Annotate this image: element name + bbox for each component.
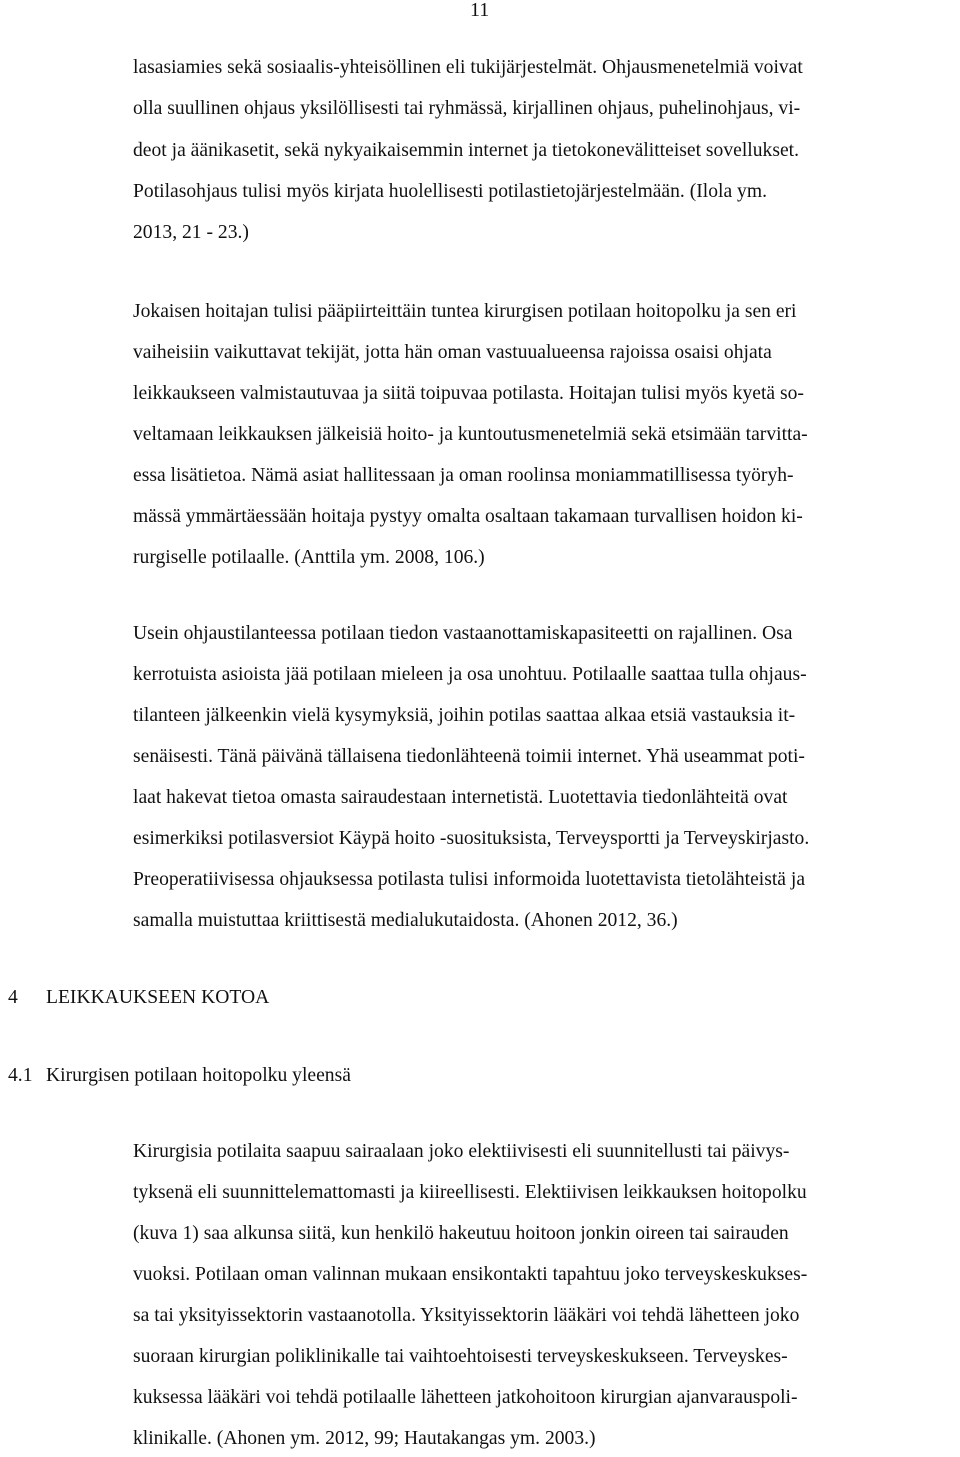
text-line: leikkaukseen valmistautuvaa ja siitä toipuvaa potilasta. Hoitajan tulisi myös kyetä so- bbox=[133, 383, 804, 404]
text-line: vuoksi. Potilaan oman valinnan mukaan ensikontakti tapahtuu joko terveyskeskukses- bbox=[133, 1264, 808, 1285]
text-line: esimerkiksi potilasversiot Käypä hoito -suosituksista, Terveysportti ja Terveyskirjasto. bbox=[133, 828, 810, 849]
text-line: olla suullinen ohjaus yksilöllisesti tai ryhmässä, kirjallinen ohjaus, puhelinohjaus, vi- bbox=[133, 98, 801, 119]
text-line: samalla muistuttaa kriittisestä medialukutaidosta. (Ahonen 2012, 36.) bbox=[133, 910, 678, 931]
text-line: kuksessa lääkäri voi tehdä potilaalle lähetteen jatkohoitoon kirurgian ajanvarauspoli- bbox=[133, 1387, 798, 1408]
text-line: kerrotuista asioista jää potilaan mieleen ja osa unohtuu. Potilaalle saattaa tulla ohjaus- bbox=[133, 664, 807, 685]
text-line: mässä ymmärtäessään hoitaja pystyy omalta osaltaan takamaan turvallisen hoidon ki- bbox=[133, 506, 803, 527]
text-line: klinikalle. (Ahonen ym. 2012, 99; Hautakangas ym. 2003.) bbox=[133, 1428, 596, 1449]
text-line: deot ja äänikasetit, sekä nykyaikaisemmin internet ja tietokonevälitteiset sovellukset. bbox=[133, 140, 799, 161]
text-line: essa lisätietoa. Nämä asiat hallitessaan ja oman roolinsa moniammatillisessa työryh- bbox=[133, 465, 794, 486]
text-line: 2013, 21 - 23.) bbox=[133, 222, 249, 243]
text-line: rurgiselle potilaalle. (Anttila ym. 2008, 106.) bbox=[133, 547, 485, 568]
text-line: Potilasohjaus tulisi myös kirjata huolellisesti potilastietojärjestelmään. (Ilola ym. bbox=[133, 181, 767, 202]
text-line: sa tai yksityissektorin vastaanotolla. Yksityissektorin lääkäri voi tehdä lähetteen joko bbox=[133, 1305, 800, 1326]
text-line: senäisesti. Tänä päivänä tällaisena tiedonlähteenä toimii internet. Yhä useammat poti- bbox=[133, 746, 805, 767]
section-title: LEIKKAUKSEEN KOTOA bbox=[46, 987, 270, 1008]
text-line: Preoperatiivisessa ohjauksessa potilasta tulisi informoida luotettavista tietolähteistä ja bbox=[133, 869, 806, 890]
text-line: vaiheisiin vaikuttavat tekijät, jotta hän oman vastuualueensa rajoissa osaisi ohjata bbox=[133, 342, 772, 363]
text-line: lasasiamies sekä sosiaalis-yhteisöllinen eli tukijärjestelmät. Ohjausmenetelmiä voivat bbox=[133, 57, 803, 78]
text-line: Jokaisen hoitajan tulisi pääpiirteittäin tuntea kirurgisen potilaan hoitopolku ja sen eri bbox=[133, 301, 797, 322]
text-line: Usein ohjaustilanteessa potilaan tiedon vastaanottamiskapasiteetti on rajallinen. Osa bbox=[133, 623, 793, 644]
subsection-number: 4.1 bbox=[8, 1065, 33, 1086]
subsection-title: Kirurgisen potilaan hoitopolku yleensä bbox=[46, 1065, 351, 1086]
text-line: laat hakevat tietoa omasta sairaudestaan internetistä. Luotettavia tiedonlähteitä ovat bbox=[133, 787, 788, 808]
text-line: tilanteen jälkeenkin vielä kysymyksiä, joihin potilas saattaa alkaa etsiä vastauksia it- bbox=[133, 705, 796, 726]
text-line: tyksenä eli suunnittelemattomasti ja kiireellisesti. Elektiivisen leikkauksen hoitopolku bbox=[133, 1182, 807, 1203]
page-number: 11 bbox=[470, 0, 490, 21]
text-line: suoraan kirurgian poliklinikalle tai vaihtoehtoisesti terveyskeskukseen. Terveyskes- bbox=[133, 1346, 788, 1367]
section-number: 4 bbox=[8, 987, 18, 1008]
text-line: (kuva 1) saa alkunsa siitä, kun henkilö hakeutuu hoitoon jonkin oireen tai sairauden bbox=[133, 1223, 789, 1244]
text-line: veltamaan leikkauksen jälkeisiä hoito- ja kuntoutusmenetelmiä sekä etsimään tarvitta- bbox=[133, 424, 808, 445]
text-line: Kirurgisia potilaita saapuu sairaalaan joko elektiivisesti eli suunnitellusti tai päivys- bbox=[133, 1141, 790, 1162]
